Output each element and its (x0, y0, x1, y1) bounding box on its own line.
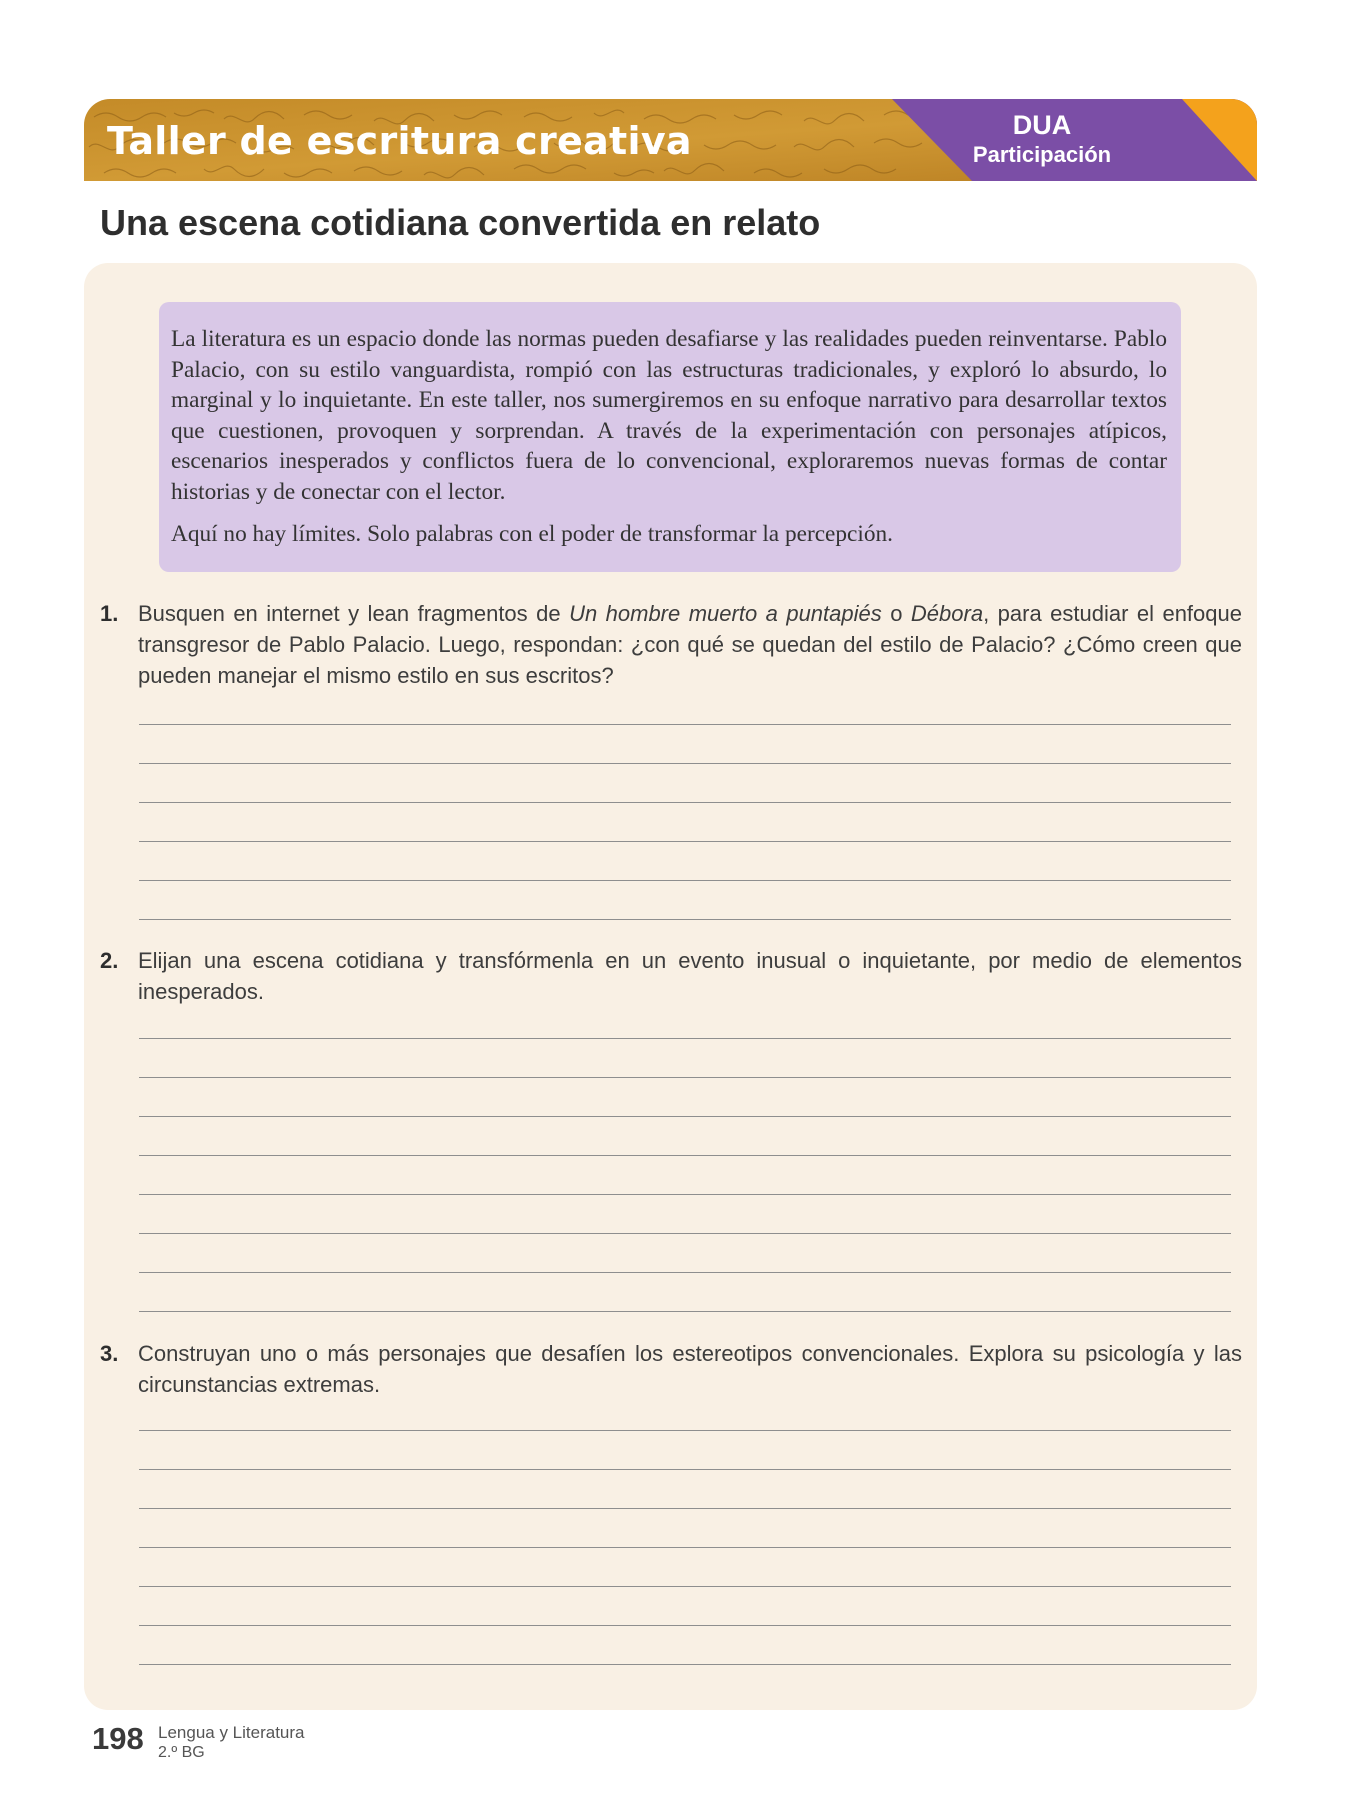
question-2 (100, 945, 1242, 1007)
answer-line[interactable] (139, 1155, 1231, 1156)
dua-subtitle: Participación (972, 142, 1112, 167)
answer-line[interactable] (139, 1547, 1231, 1548)
answer-line[interactable] (139, 1625, 1231, 1626)
footer-grade: 2.º BG (158, 1744, 205, 1761)
intro-paragraph: La literatura es un espacio donde las normas pueden desafiarse y las realidades pueden reinventarse. Pablo Palacio, con su estilo vanguardista, rompió con las estructuras tradicionales, y exploró lo absurdo, lo marginal y lo inquietante. En este taller, nos sumergiremos en su enfoque narrativo para desarrollar textos que cuestionen, provoquen y sorprendan. A través de la experimentación con personajes atípicos, escenarios inesperados y conflictos fuera de lo convencional, exploraremos nuevas formas de contar historias y de conectar con el lector. (171, 326, 1167, 505)
answer-line[interactable] (139, 724, 1231, 725)
question-text: Construyan uno o más personajes que desafíen los estereotipos convencionales. Explora su psicología y las circunstancias extremas. (138, 1341, 1242, 1397)
answer-line[interactable] (139, 880, 1231, 881)
answer-line[interactable] (139, 841, 1231, 842)
answer-line[interactable] (139, 1508, 1231, 1509)
section-banner (84, 99, 1257, 181)
question-1 (100, 598, 1242, 691)
question-3 (100, 1338, 1242, 1400)
page-number: 198 (92, 1721, 144, 1756)
answer-line[interactable] (139, 1586, 1231, 1587)
question-number: 1. (100, 601, 119, 626)
answer-line[interactable] (139, 1077, 1231, 1078)
answer-line[interactable] (139, 1311, 1231, 1312)
footer-subject: Lengua y Literatura (158, 1723, 305, 1742)
answer-line[interactable] (139, 802, 1231, 803)
answer-line[interactable] (139, 1194, 1231, 1195)
answer-line[interactable] (139, 763, 1231, 764)
banner-title: Taller de escritura creativa (107, 119, 692, 163)
answer-line[interactable] (139, 1430, 1231, 1431)
answer-line[interactable] (139, 1469, 1231, 1470)
page-title: Una escena cotidiana convertida en relato (100, 202, 821, 243)
answer-line[interactable] (139, 1233, 1231, 1234)
question-text: Busquen en internet y lean fragmentos de Un hombre muerto a puntapiés o Débora, para estudiar el enfoque transgresor de Pablo Palacio. Luego, respondan: ¿con qué se quedan del estilo de Palacio? ¿Cómo creen que pueden manejar el mismo estilo en sus escritos? (138, 601, 1242, 688)
intro-closing: Aquí no hay límites. Solo palabras con el poder de transformar la percepción. (171, 521, 893, 547)
answer-line[interactable] (139, 919, 1231, 920)
question-text: Elijan una escena cotidiana y transfórmenla en un evento inusual o inquietante, por medio de elementos inesperados. (138, 948, 1242, 1004)
book-title: Débora (910, 601, 984, 626)
dua-title: DUA (1012, 110, 1072, 140)
answer-line[interactable] (139, 1116, 1231, 1117)
book-title: Un hombre muerto a puntapiés (569, 601, 882, 626)
intro-box (159, 302, 1181, 572)
answer-line[interactable] (139, 1038, 1231, 1039)
answer-line[interactable] (139, 1664, 1231, 1665)
question-number: 3. (100, 1341, 119, 1366)
dua-badge (942, 109, 1142, 169)
question-number: 2. (100, 948, 119, 973)
answer-line[interactable] (139, 1272, 1231, 1273)
